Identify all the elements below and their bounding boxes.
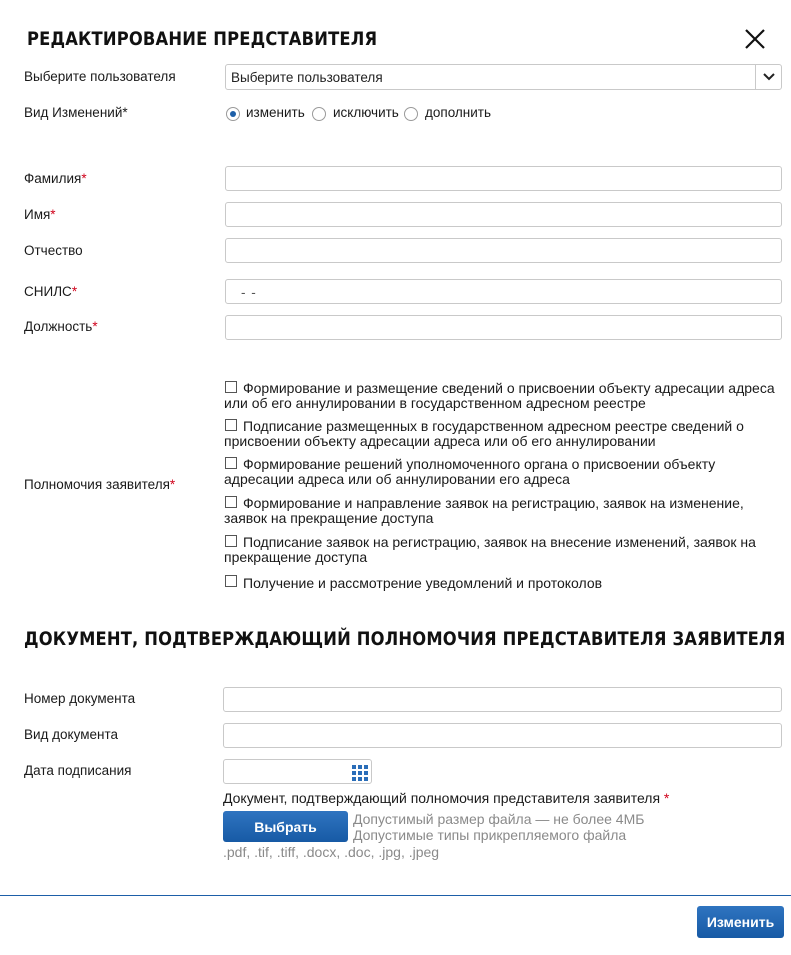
permission-item: Получение и рассмотрение уведомлений и протоколов xyxy=(224,575,784,593)
user-select-value: Выберите пользователя xyxy=(231,70,383,85)
file-size-hint: Допустимый размер файла — не более 4МБ xyxy=(353,811,645,827)
doc-number-input[interactable] xyxy=(223,687,782,712)
position-input[interactable] xyxy=(225,315,782,340)
radio-change[interactable] xyxy=(226,107,240,121)
permission-item: Формирование и размещение сведений о присвоении объекту адресации адреса или об его аннулировании в государственном адресном реестре xyxy=(224,380,775,411)
user-select-label: Выберите пользователя xyxy=(24,69,176,84)
permission-item: Подписание заявок на регистрацию, заявок на внесение изменений, заявок на прекращение доступа xyxy=(224,534,756,565)
snils-mask: - - xyxy=(241,285,257,300)
doc-type-input[interactable] xyxy=(223,723,782,748)
calendar-icon[interactable] xyxy=(351,764,367,780)
file-label: Документ, подтверждающий полномочия представителя заявителя * xyxy=(223,790,670,806)
radio-exclude[interactable] xyxy=(312,107,326,121)
last-name-input[interactable] xyxy=(225,166,782,191)
radio-exclude-label[interactable]: исключить xyxy=(333,105,399,120)
submit-button[interactable]: Изменить xyxy=(697,906,784,938)
doc-date-input[interactable] xyxy=(223,759,372,784)
permission-item: Подписание размещенных в государственном адресном реестре сведений о присвоении объекту адресации адреса или об его аннулировании xyxy=(224,418,744,449)
first-name-label: Имя* xyxy=(24,207,56,222)
permissions-label: Полномочия заявителя* xyxy=(24,477,176,492)
user-select[interactable] xyxy=(225,64,782,90)
snils-input[interactable] xyxy=(225,279,782,304)
file-extensions-hint: .pdf, .tif, .tiff, .docx, .doc, .jpg, .jpeg xyxy=(223,844,440,860)
snils-label: СНИЛС* xyxy=(24,284,78,299)
radio-change-label[interactable]: изменить xyxy=(246,105,305,120)
patronymic-label: Отчество xyxy=(24,243,83,258)
chevron-down-icon[interactable] xyxy=(755,65,781,89)
file-types-hint: Допустимые типы прикрепляемого файла xyxy=(353,827,627,843)
doc-number-label: Номер документа xyxy=(24,691,136,706)
first-name-input[interactable] xyxy=(225,202,782,227)
radio-add[interactable] xyxy=(404,107,418,121)
close-icon[interactable] xyxy=(744,28,766,50)
choose-file-button[interactable]: Выбрать xyxy=(223,811,348,842)
doc-date-label: Дата подписания xyxy=(24,763,132,778)
permission-item: Формирование и направление заявок на регистрацию, заявок на изменение, заявок на прекращение доступа xyxy=(224,495,744,526)
permission-item: Формирование решений уполномоченного органа о присвоении объекту адресации адреса или об аннулировании его адреса xyxy=(224,456,716,487)
last-name-label: Фамилия* xyxy=(24,171,87,186)
document-section-title: ДОКУМЕНТ, ПОДТВЕРЖДАЮЩИЙ ПОЛНОМОЧИЯ ПРЕДСТАВИТЕЛЯ ЗАЯВИТЕЛЯ xyxy=(24,628,786,650)
doc-type-label: Вид документа xyxy=(24,727,118,742)
patronymic-input[interactable] xyxy=(225,238,782,263)
change-type-label: Вид Изменений* xyxy=(24,105,128,120)
radio-add-label[interactable]: дополнить xyxy=(425,105,491,120)
position-label: Должность* xyxy=(24,319,98,334)
dialog-title: РЕДАКТИРОВАНИЕ ПРЕДСТАВИТЕЛЯ xyxy=(27,28,378,50)
footer-divider xyxy=(0,895,791,896)
